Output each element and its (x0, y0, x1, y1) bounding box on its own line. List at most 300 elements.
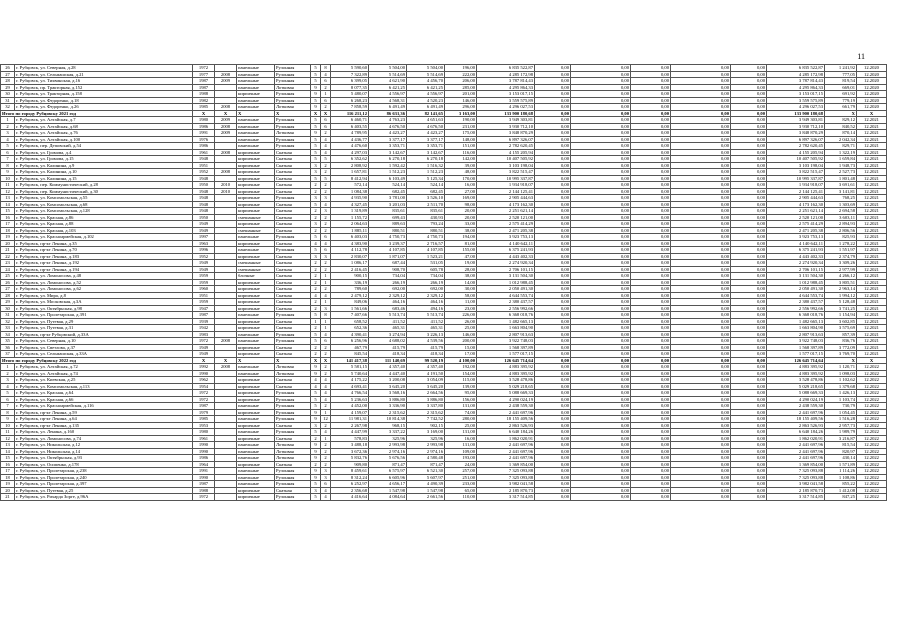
table-cell: 6 491,49 (407, 104, 445, 111)
table-cell: Рулонная (275, 97, 311, 104)
table-cell: 6 268,23 (331, 97, 369, 104)
table-cell: 32 (1, 318, 15, 325)
table-cell: 4 173 162,30 (477, 201, 535, 208)
table-cell: 12.2021 (857, 214, 887, 221)
table-cell: Рулонная (275, 481, 311, 488)
table-cell: 0,00 (731, 383, 767, 390)
table-cell: 1948 (193, 156, 215, 163)
table-cell: 1 103,74 (825, 396, 857, 403)
table-cell: 126 645 714,64 (477, 357, 535, 364)
table-cell: 0,00 (535, 65, 571, 72)
table-cell: 0,00 (535, 130, 571, 137)
table-cell: 0,00 (671, 344, 731, 351)
table-cell: 0,00 (731, 175, 767, 182)
table-cell: г. Рубцовск, пр-кт Ленина, д.35 (15, 240, 193, 247)
table-cell: Скатная (275, 169, 311, 176)
table-cell: г. Рубцовск, пр-кт Ленина, д.135 (15, 422, 193, 429)
table-cell: 1 (321, 279, 331, 286)
table-cell: 1961 (193, 149, 215, 156)
table-cell: г. Рубцовск, ул. Ломоносова, д.62 (15, 286, 193, 293)
table-cell: 3 142,67 (407, 149, 445, 156)
table-cell: 12.2021 (857, 221, 887, 228)
table-cell: 4 (311, 377, 321, 384)
table-cell: 190,00 (445, 117, 477, 124)
table-cell: 30,00 (445, 286, 477, 293)
table-cell: 0,00 (671, 117, 731, 124)
table-cell: 4 296 027,53 (477, 104, 535, 111)
table-cell: г. Рубцовск, ул. Тракторная, д.158 (15, 91, 193, 98)
table-cell: 0,00 (671, 448, 731, 455)
table-cell: 0,00 (731, 130, 767, 137)
table-cell: 12.2021 (857, 149, 887, 156)
table-cell: 4 676,50 (407, 123, 445, 130)
table-cell: 3 103 198,04 (477, 162, 535, 169)
table-cell: 3 691,61 (825, 182, 857, 189)
table-cell: 0,00 (535, 344, 571, 351)
table-cell: 12.2021 (857, 143, 887, 150)
table-cell: 0,00 (731, 247, 767, 254)
table-cell: панельные (237, 403, 275, 410)
table-cell: 2 905 444,63 (477, 195, 535, 202)
table-cell: Скатная (275, 260, 311, 267)
table-cell: 4 447,99 (331, 429, 369, 436)
table-cell: 0,00 (671, 305, 731, 312)
table-cell: 0,00 (571, 260, 631, 267)
page-number: 11 (857, 52, 865, 61)
table-cell: 0,00 (571, 312, 631, 319)
table-cell: 3 153 017,15 (477, 91, 535, 98)
table-cell: 3 153 017,15 (767, 91, 825, 98)
table-cell: 2008 (215, 169, 237, 176)
table-cell: 1 577 017,15 (767, 351, 825, 358)
table-cell: г. Рубцовск, ул. Никольская, д.14 (15, 448, 193, 455)
table-cell: 1972 (193, 338, 215, 345)
table-cell: 0,00 (535, 279, 571, 286)
table-cell: 0,00 (535, 331, 571, 338)
table-cell: 3 (311, 253, 321, 260)
table-cell: 0,00 (631, 104, 671, 111)
table-row (1, 494, 887, 501)
table-cell: 0,00 (535, 474, 571, 481)
table-cell: 3 922 748,03 (767, 338, 825, 345)
table-cell: 133 900 180,68 (767, 110, 825, 117)
table-cell: 0,00 (731, 104, 767, 111)
table-cell: 1972 (193, 390, 215, 397)
table-cell: 0,00 (571, 188, 631, 195)
table-cell: панельные (237, 234, 275, 241)
table-cell: 2 (321, 162, 331, 169)
table-cell: 2 706 101,15 (767, 266, 825, 273)
table-cell: 0,00 (671, 104, 731, 111)
table-cell: 1 303,69 (825, 201, 857, 208)
table-cell: 1 657,81 (331, 169, 369, 176)
table-cell: г. Рубцовск, ул. Пролетарская, д.240 (15, 474, 193, 481)
table-cell: 4 763,23 (369, 117, 407, 124)
table-cell: 4 883 395,92 (477, 370, 535, 377)
table-cell: 1 054,45 (825, 409, 857, 416)
table-cell: 8 077,35 (331, 84, 369, 91)
table-cell: 2 575 414,29 (477, 221, 535, 228)
table-cell: 25,00 (445, 325, 477, 332)
table-cell: 15 (1, 208, 15, 215)
table-cell: панельные (237, 123, 275, 130)
table-cell: 9 (311, 442, 321, 449)
table-cell: 880,51 (407, 227, 445, 234)
table-cell: 682,45 (407, 188, 445, 195)
table-cell: 4 290 024,19 (477, 396, 535, 403)
table-cell: 0,00 (535, 299, 571, 306)
table-cell: г. Рубцовск, ул. Пролетарская, д.391 (15, 312, 193, 319)
table-cell: 0,00 (535, 455, 571, 462)
table-cell: Рулонная (275, 71, 311, 78)
table-cell: 296,00 (445, 104, 477, 111)
table-cell: 0,00 (631, 156, 671, 163)
table-cell: Скатная (275, 253, 311, 260)
table-cell: 3 131 504,30 (477, 273, 535, 280)
table-cell: 789,60 (331, 286, 369, 293)
table-cell: 47,00 (445, 253, 477, 260)
table-cell: 0,00 (671, 286, 731, 293)
table-cell: 4 296 027,53 (767, 104, 825, 111)
table-cell: 829,12 (825, 117, 857, 124)
table-cell: г. Рубцовск, ул. Красная, д.103 (15, 227, 193, 234)
table-cell: 1990 (193, 442, 215, 449)
table-cell: 2 993,98 (369, 442, 407, 449)
table-cell: 11 981,31 (331, 416, 369, 423)
table-cell: 37 (1, 351, 15, 358)
table-cell: 0,00 (731, 474, 767, 481)
table-cell: 0,00 (731, 442, 767, 449)
table-cell: 857,39 (825, 331, 857, 338)
table-cell: 0,00 (571, 487, 631, 494)
table-cell: 0,00 (631, 286, 671, 293)
table-cell: 6 368 018,76 (477, 312, 535, 319)
table-cell: 411,52 (369, 318, 407, 325)
table-cell: 1 862 020,91 (477, 435, 535, 442)
table-cell: 7 858,59 (331, 104, 369, 111)
table-cell: 266,19 (369, 279, 407, 286)
table-cell: 0,00 (631, 65, 671, 72)
table-cell: 0,00 (731, 351, 767, 358)
table-cell: 0,00 (535, 143, 571, 150)
table-cell: 12.2022 (857, 364, 887, 371)
table-cell: 0,00 (671, 136, 731, 143)
table-cell: 1 012 988,45 (767, 279, 825, 286)
table-cell: 2 (321, 182, 331, 189)
table-cell: 18 (1, 474, 15, 481)
table-cell: 12.2022 (857, 461, 887, 468)
table-cell: Скатная (275, 435, 311, 442)
table-cell: 1953 (193, 422, 215, 429)
table-cell: 1990 (193, 474, 215, 481)
table-cell: 12.2021 (857, 318, 887, 325)
table-cell: 4 935,90 (331, 195, 369, 202)
table-cell: 2 185 870,73 (767, 487, 825, 494)
table-cell: 0,00 (671, 208, 731, 215)
table-cell: 1 (311, 318, 321, 325)
table-cell: 0,00 (571, 221, 631, 228)
table-cell: Скатная (275, 422, 311, 429)
table-cell: 12.2021 (857, 305, 887, 312)
table-cell: 8 312,24 (331, 474, 369, 481)
table-cell: Лотковая (275, 364, 311, 371)
table-cell: 0,00 (535, 370, 571, 377)
table-cell: панельные (237, 143, 275, 150)
table-cell: 58,00 (445, 292, 477, 299)
table-cell: 4 (1, 383, 15, 390)
table-cell: 2 315,62 (407, 409, 445, 416)
table-cell: 146,00 (445, 97, 477, 104)
table-cell: 20 (1, 240, 15, 247)
table-cell: 1980 (193, 429, 215, 436)
table-cell: 31 (1, 312, 15, 319)
table-cell: 0,00 (731, 195, 767, 202)
table-cell: 0,00 (571, 65, 631, 72)
table-cell: 2 144 125,41 (767, 188, 825, 195)
table-cell: 2 (311, 188, 321, 195)
table-cell: г. Рубцовск, ул. Пролетарская, д.397 (15, 481, 193, 488)
table-cell: Скатная (275, 188, 311, 195)
table-cell: 2 267,98 (331, 422, 369, 429)
table-cell: 3 741,25 (825, 305, 857, 312)
table-cell: 2 (311, 344, 321, 351)
table-cell: 7 (1, 156, 15, 163)
table-cell: 2 (321, 344, 331, 351)
table-cell: 1 989,79 (825, 429, 857, 436)
table-cell: Скатная (275, 325, 311, 332)
table-cell: 0,00 (671, 377, 731, 384)
table-cell: 1948 (193, 188, 215, 195)
table-cell: 1988 (193, 91, 215, 98)
table-cell: Скатная (275, 487, 311, 494)
table-cell: 2 782 620,45 (477, 143, 535, 150)
table-cell: 0,00 (731, 266, 767, 273)
table-cell: панельные (237, 370, 275, 377)
table-cell: 3 (321, 195, 331, 202)
table-cell: 870,14 (825, 130, 857, 137)
table-cell: 2 (311, 273, 321, 280)
table-cell: 0,00 (571, 104, 631, 111)
table-cell: 5 128,48 (825, 299, 857, 306)
table-cell: 16 (1, 461, 15, 468)
table-cell: 1 (1, 364, 15, 371)
table-cell: 0,00 (631, 136, 671, 143)
table-cell: 154,00 (445, 370, 477, 377)
table-cell: 3 781,00 (369, 195, 407, 202)
table-cell: г. Рубцовск, ул. Рихарда Зорге, д.96А (15, 494, 193, 501)
table-cell: 0,00 (731, 409, 767, 416)
table-cell: 2 511,70 (407, 201, 445, 208)
table-cell: 2 329,12 (369, 292, 407, 299)
table-cell: 2 374,79 (825, 253, 857, 260)
table-cell: 2010 (215, 188, 237, 195)
table-cell: 8 (321, 312, 331, 319)
table-cell: 1987 (193, 403, 215, 410)
table-cell: Лотковая (275, 455, 311, 462)
table-cell: 6 375 241,93 (767, 247, 825, 254)
table-cell: 3 575,69 (825, 325, 857, 332)
table-cell: Рулонная (275, 65, 311, 72)
table-cell: 0,00 (535, 422, 571, 429)
table-cell: кирпичные (237, 325, 275, 332)
table-cell: Лотковая (275, 442, 311, 449)
table-cell: 111 140,69 (369, 357, 407, 364)
table-cell: 4 (321, 240, 331, 247)
table-cell: 0,00 (535, 227, 571, 234)
table-cell: 0,00 (631, 305, 671, 312)
table-cell: 0,00 (731, 169, 767, 176)
table-cell: 0,00 (631, 78, 671, 85)
table-cell: 226,00 (445, 312, 477, 319)
table-cell: 836,76 (825, 338, 857, 345)
table-cell: 14 (1, 448, 15, 455)
table-cell: г. Рубцовск, ул. Путевая, д.31 (15, 325, 193, 332)
table-cell: 4 383,90 (331, 240, 369, 247)
table-cell: 0,00 (571, 156, 631, 163)
table-cell: 734,04 (369, 273, 407, 280)
table-cell: 0,00 (731, 136, 767, 143)
table-cell: 4 (321, 143, 331, 150)
table-cell: 6 (1, 149, 15, 156)
table-cell: 2 (311, 286, 321, 293)
table-cell: 691,92 (825, 91, 857, 98)
table-cell: 467,79 (331, 344, 369, 351)
table-cell: 3 337,80 (407, 403, 445, 410)
table-cell: 0,00 (631, 357, 671, 364)
table-cell: 151,00 (445, 143, 477, 150)
table-cell: 12.2021 (857, 279, 887, 286)
table-cell: 6 352,62 (331, 156, 369, 163)
table-cell: 38,00 (445, 227, 477, 234)
table-cell: 1 571,89 (825, 461, 857, 468)
table-cell: 0,00 (731, 435, 767, 442)
table-cell: X (237, 110, 275, 117)
table-cell: 32 (1, 104, 15, 111)
table-cell: г. Рубцовск, ул. Федоренко, д.26 (15, 104, 193, 111)
table-cell: 4 750,73 (369, 234, 407, 241)
table-cell: 0,00 (571, 273, 631, 280)
table-cell: 23,00 (445, 305, 477, 312)
table-cell: 6 (321, 247, 331, 254)
table-cell: 2 064,63 (331, 221, 369, 228)
table-cell: 1950 (193, 182, 215, 189)
table-cell: г. Рубцовск, ул. Федоренко, д.18 (15, 97, 193, 104)
table-cell: панельные (237, 364, 275, 371)
table-cell: 2 (321, 370, 331, 377)
table-cell: 12.2021 (857, 234, 887, 241)
table-cell: 0,00 (671, 260, 731, 267)
table-cell: 0,00 (731, 221, 767, 228)
table-cell: 2 441 697,96 (477, 409, 535, 416)
table-cell: 1 512,23 (369, 169, 407, 176)
table-cell: 5 504,00 (407, 65, 445, 72)
table-cell: 0,00 (671, 221, 731, 228)
table-cell: кирпичные (237, 409, 275, 416)
table-cell: 4 084,64 (369, 494, 407, 501)
table-cell: кирпичные (237, 351, 275, 358)
table-cell: X (857, 110, 887, 117)
table-cell: 2 416,45 (331, 266, 369, 273)
table-cell: 5 740,64 (331, 370, 369, 377)
table-cell: 12.2021 (857, 208, 887, 215)
table-cell: кирпичные (237, 201, 275, 208)
table-cell: 0,00 (671, 396, 731, 403)
table-cell: панельные (237, 130, 275, 137)
table-cell: 156,00 (445, 396, 477, 403)
table-cell: 5 (311, 390, 321, 397)
table-cell: 1985 (193, 104, 215, 111)
table-cell: Скатная (275, 149, 311, 156)
table-cell: 0,00 (631, 474, 671, 481)
table-cell: кирпичные (237, 91, 275, 98)
table-cell: 3 (311, 487, 321, 494)
table-cell: 12.2021 (857, 325, 887, 332)
table-cell: 5 514,69 (369, 71, 407, 78)
table-cell: 2 706 101,15 (477, 266, 535, 273)
table-cell: 1985 (193, 416, 215, 423)
table-cell: 2 694,58 (825, 208, 857, 215)
table-cell: X (215, 110, 237, 117)
table-cell: 0,00 (731, 364, 767, 371)
table-cell: 18 (1, 227, 15, 234)
table-cell: 131,00 (445, 442, 477, 449)
table-cell: 12.2021 (857, 266, 887, 273)
table-cell: 285,00 (445, 84, 477, 91)
table-cell: 3 886,80 (369, 396, 407, 403)
table-cell: 3 949 303,81 (477, 117, 535, 124)
table-cell: смешанные (237, 266, 275, 273)
table-cell: 2 (311, 435, 321, 442)
table-cell: 3 787 814,43 (767, 78, 825, 85)
table-cell: Скатная (275, 162, 311, 169)
table-cell: 1996 (193, 247, 215, 254)
table-cell: 0,00 (571, 357, 631, 364)
table-cell: 12.2021 (857, 130, 887, 137)
table-cell: г. Рубцовск, ул. Калинина, д.15 (15, 175, 193, 182)
table-cell: 12.2021 (857, 227, 887, 234)
table-cell: 0,00 (571, 338, 631, 345)
table-cell: Лотковая (275, 370, 311, 377)
table-cell: 1 (321, 91, 331, 98)
table-cell: 1 155,72 (331, 214, 369, 221)
table-cell: 2 808,92 (331, 162, 369, 169)
table-cell: 661,79 (825, 104, 857, 111)
table-cell: 0,00 (571, 364, 631, 371)
table-cell: 3 923 753,13 (767, 234, 825, 241)
table-cell: 0,00 (535, 429, 571, 436)
table-cell: г. Рубцовск, ул. Красная, д.64 (15, 390, 193, 397)
table-cell: 3 216,87 (825, 435, 857, 442)
table-cell: 4 390,41 (331, 331, 369, 338)
table-cell: 169,00 (445, 195, 477, 202)
table-cell: 1 369 854,00 (767, 461, 825, 468)
table-cell: X (193, 110, 215, 117)
table-cell: 6 (1, 396, 15, 403)
table-cell: 1 659,84 (825, 156, 857, 163)
table-cell: Скатная (275, 305, 311, 312)
table-cell: 0,00 (571, 383, 631, 390)
table-cell: 2009 (215, 117, 237, 124)
table-cell: Рулонная (275, 409, 311, 416)
table-cell: 820,97 (825, 448, 857, 455)
table-cell: 5 (311, 71, 321, 78)
table-cell: 2 185 870,73 (477, 487, 535, 494)
table-cell: 0,00 (571, 351, 631, 358)
table-cell: 0,00 (571, 182, 631, 189)
table-cell: 829,71 (825, 143, 857, 150)
table-cell: 0,00 (671, 227, 731, 234)
table-cell: 2 315,62 (369, 409, 407, 416)
